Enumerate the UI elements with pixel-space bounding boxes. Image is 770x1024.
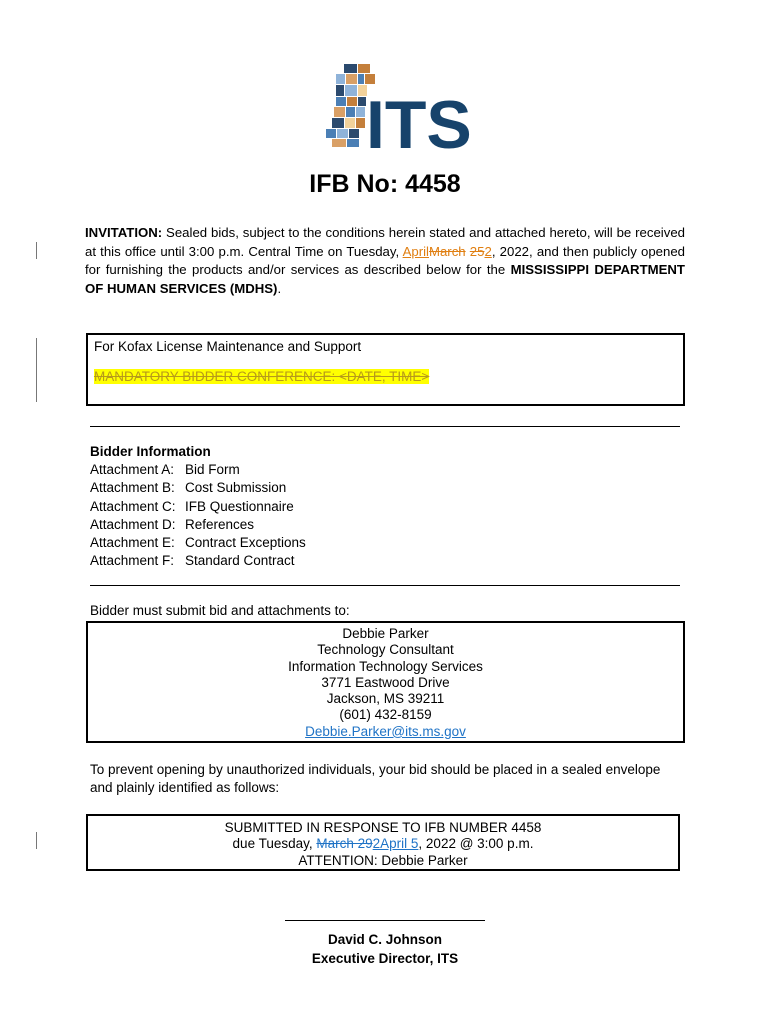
contact-phone: (601) 432-8159 — [339, 707, 432, 723]
invitation-text-cont: , 2022, and then publicly opened for furnishing the products and/or services as described below for the — [85, 243, 685, 277]
list-item: Attachment F: Standard Contract — [90, 553, 295, 569]
its-logo — [322, 64, 472, 163]
change-bar — [36, 832, 37, 849]
contact-city: Jackson, MS 39211 — [326, 691, 445, 707]
scope-box — [86, 333, 685, 406]
deleted-month: March — [428, 243, 466, 259]
list-item: Attachment B: Cost Submission — [90, 480, 287, 496]
envelope-attention: ATTENTION: Debbie Parker — [298, 852, 468, 868]
inserted-date: 2April 5 — [372, 836, 419, 852]
its-logo-text: ITS — [366, 87, 472, 163]
signature-block — [0, 906, 770, 968]
divider — [90, 426, 680, 427]
contact-role: Technology Consultant — [317, 642, 454, 658]
invitation-label: INVITATION: — [85, 225, 163, 240]
divider — [90, 585, 680, 586]
signer-name: David C. Johnson — [327, 932, 442, 947]
list-item: Attachment E: Contract Exceptions — [90, 535, 306, 551]
attachments-list — [90, 443, 306, 570]
page-title: IFB No: 4458 — [309, 170, 461, 198]
scope-line: For Kofax License Maintenance and Support — [94, 339, 362, 354]
submit-label: Bidder must submit bid and attachments to: — [90, 603, 350, 618]
invitation-text: Sealed bids, subject to the conditions herein stated and attached hereto, will be received at this office until 3:00 p.m. Central Time on Tuesday, — [85, 225, 685, 259]
envelope-label-box — [86, 814, 680, 871]
submit-address-box — [86, 621, 685, 743]
period: . — [277, 280, 282, 296]
deleted-day: 25 — [469, 243, 485, 259]
inserted-month: April — [402, 243, 429, 259]
deleted-conference-line: MANDATORY BIDDER CONFERENCE: <DATE, TIME> — [94, 369, 430, 384]
change-bar — [36, 242, 37, 259]
list-item: Attachment C: IFB Questionnaire — [90, 498, 294, 514]
contact-street: 3771 Eastwood Drive — [321, 674, 450, 690]
envelope-line-1: SUBMITTED IN RESPONSE TO IFB NUMBER 4458 — [224, 820, 542, 835]
inserted-day: 2 — [484, 243, 492, 259]
agency-name: MISSISSIPPI DEPARTMENT OF HUMAN SERVICES (MDHS) — [85, 262, 685, 296]
attachments-header: Bidder Information — [90, 444, 211, 459]
list-item: Attachment A: Bid Form — [90, 462, 240, 478]
envelope-instructions: To prevent opening by unauthorized individuals, your bid should be placed in a sealed envelope and plainly identified as follows: — [90, 762, 661, 796]
contact-name: Debbie Parker — [342, 626, 429, 641]
deleted-date: March 29 — [316, 836, 373, 852]
signature-line — [285, 906, 485, 921]
envelope-due-line: due Tuesday, March 292April 5, 2022 @ 3:00 p.m. — [232, 836, 534, 852]
invitation-paragraph — [85, 224, 685, 298]
change-bar — [36, 338, 37, 402]
list-item: Attachment D: References — [90, 516, 255, 532]
contact-email-link[interactable]: Debbie.Parker@its.ms.gov — [305, 723, 466, 739]
signer-title: Executive Director, ITS — [311, 951, 459, 966]
contact-org: Information Technology Services — [288, 658, 483, 674]
